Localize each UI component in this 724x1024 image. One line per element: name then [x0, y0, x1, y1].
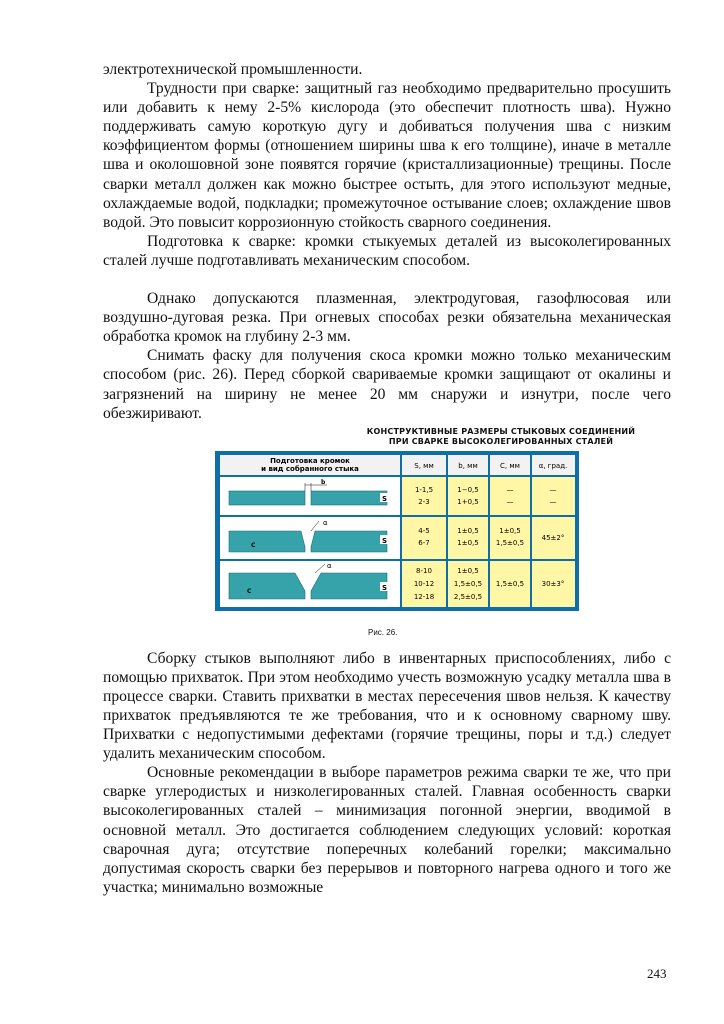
paragraph-continuation: электротехнической промышленности.	[103, 61, 363, 78]
label-c: C	[247, 587, 252, 595]
page-body	[103, 60, 671, 897]
spacer	[103, 270, 671, 289]
label-c: C	[251, 541, 256, 549]
header-c-text: C, мм	[500, 461, 520, 470]
figure-title	[331, 427, 671, 447]
figure-table-svg	[215, 451, 579, 611]
header-s-text: S, мм	[414, 461, 434, 470]
row2-c-2: 1,5±0,5	[495, 538, 525, 547]
header-col0-line2: и вид собранного стыка	[261, 464, 359, 473]
row1-s-2: 2-3	[418, 497, 430, 506]
paragraph-assembly: Сборку стыков выполняют либо в инвентарных приспособлениях, либо с помощью прихваток. При этом необходимо учесть возможную усадку металла шва в процессе сварки. Ставить прихватки в местах пересечения швов нельзя. К качеству прихваток предъявляются те же требования, что и к основному сварному шву. Прихватки с недопустимыми дефектами (горячие трещины, поры и т.д.) следует удалить механическим способом.	[103, 649, 671, 763]
paragraph-preparation: Подготовка к сварке: кромки стыкуемых деталей из высоколегированных сталей лучше подготавливать механическим способом.	[103, 232, 671, 269]
row2-c-1: 1±0,5	[499, 526, 521, 535]
row3-a: 30±3°	[541, 579, 565, 588]
row2-b-1: 1±0,5	[457, 526, 479, 535]
row2-s-2: 6-7	[418, 538, 430, 547]
header-b-text: b, мм	[458, 461, 478, 470]
label-s: S	[382, 494, 388, 503]
row1-c-2: —	[506, 497, 514, 506]
label-s: S	[382, 536, 388, 545]
row2-s-1: 4-5	[418, 526, 430, 535]
row3-s-3: 12-18	[413, 592, 435, 601]
figure-title-line2: ПРИ СВАРКЕ ВЫСОКОЛЕГИРОВАННЫХ СТАЛЕЙ	[388, 436, 614, 446]
paragraph-recommendations: Основные рекомендации в выборе параметров режима сварки те же, что при сварке углеродистых и низколегированных сталей. Главная особенность сварки высоколегированных сталей – минимизация погонной энергии, вводимой в основной металл. Это достигается соблюдением следующих условий: короткая сварочная дуга; отсутствие поперечных колебаний горелки; максимально допустимая скорость сварки без перерывов и повторного нагрева одного и того же участка; минимально возможные	[103, 764, 671, 896]
figure-26	[103, 427, 671, 649]
row2-b-2: 1±0,5	[457, 538, 479, 547]
row3-c: 1,5±0,5	[495, 579, 525, 588]
label-alpha: α	[327, 561, 332, 570]
row1-s-1: 1-1,5	[414, 485, 434, 494]
row2-a: 45±2°	[541, 533, 565, 542]
row1-b-1: 1−0,5	[457, 485, 479, 494]
row3-b-1: 1±0,5	[457, 566, 479, 575]
row1-a-1: —	[549, 485, 557, 494]
label-alpha: α	[323, 518, 328, 527]
row3-b-2: 1,5±0,5	[453, 579, 483, 588]
figure-caption: Рис. 26.	[368, 627, 398, 637]
paragraph-welding-difficulties: Трудности при сварке: защитный газ необходимо предварительно просушить или добавить к нему 2-5% кислорода (это обеспечит плотность шва). Нужно поддерживать самую короткую дугу и добиваться получения шва с низким коэффициентом формы (отношением ширины шва к его толщине), иначе в металле шва и околошовной зоне появятся горячие (кристаллизационные) трещины. После сварки металл должен как можно быстрее остыть, для этого используют медные, охлаждаемые водой, подкладки; промежуточное остывание слоев; охлаждение швов водой. Это повысит коррозионную стойкость сварного соединения.	[103, 80, 671, 231]
label-b: b	[321, 478, 326, 486]
paragraph-cutting: Однако допускаются плазменная, электродуговая, газофлюсовая или воздушно-дуговая резка. При огневых способах резки обязательна механическая обработка кромок на глубину 2-3 мм.	[103, 290, 671, 346]
paragraph-chamfer: Снимать фаску для получения скоса кромки можно только механическим способом (рис. 26). Перед сборкой свариваемые кромки защищают от окалины и загрязнений на ширину не менее 20 мм снаружи и изнутри, после чего обезжиривают.	[103, 347, 671, 422]
row3-s-2: 10-12	[413, 579, 435, 588]
page-number: 243	[647, 966, 667, 981]
row1-c-1: —	[506, 485, 514, 494]
figure-table	[215, 451, 579, 611]
header-alpha-text: α, град.	[538, 461, 568, 470]
label-s: S	[382, 583, 388, 592]
figure-title-line1: КОНСТРУКТИВНЫЕ РАЗМЕРЫ СТЫКОВЫХ СОЕДИНЕНИЙ	[366, 426, 636, 436]
row1-a-2: —	[549, 497, 557, 506]
row3-s-1: 8-10	[416, 566, 432, 575]
row1-b-2: 1+0,5	[457, 497, 479, 506]
header-col0-line1: Подготовка кромок	[270, 456, 350, 465]
row3-b-3: 2,5±0,5	[453, 592, 483, 601]
